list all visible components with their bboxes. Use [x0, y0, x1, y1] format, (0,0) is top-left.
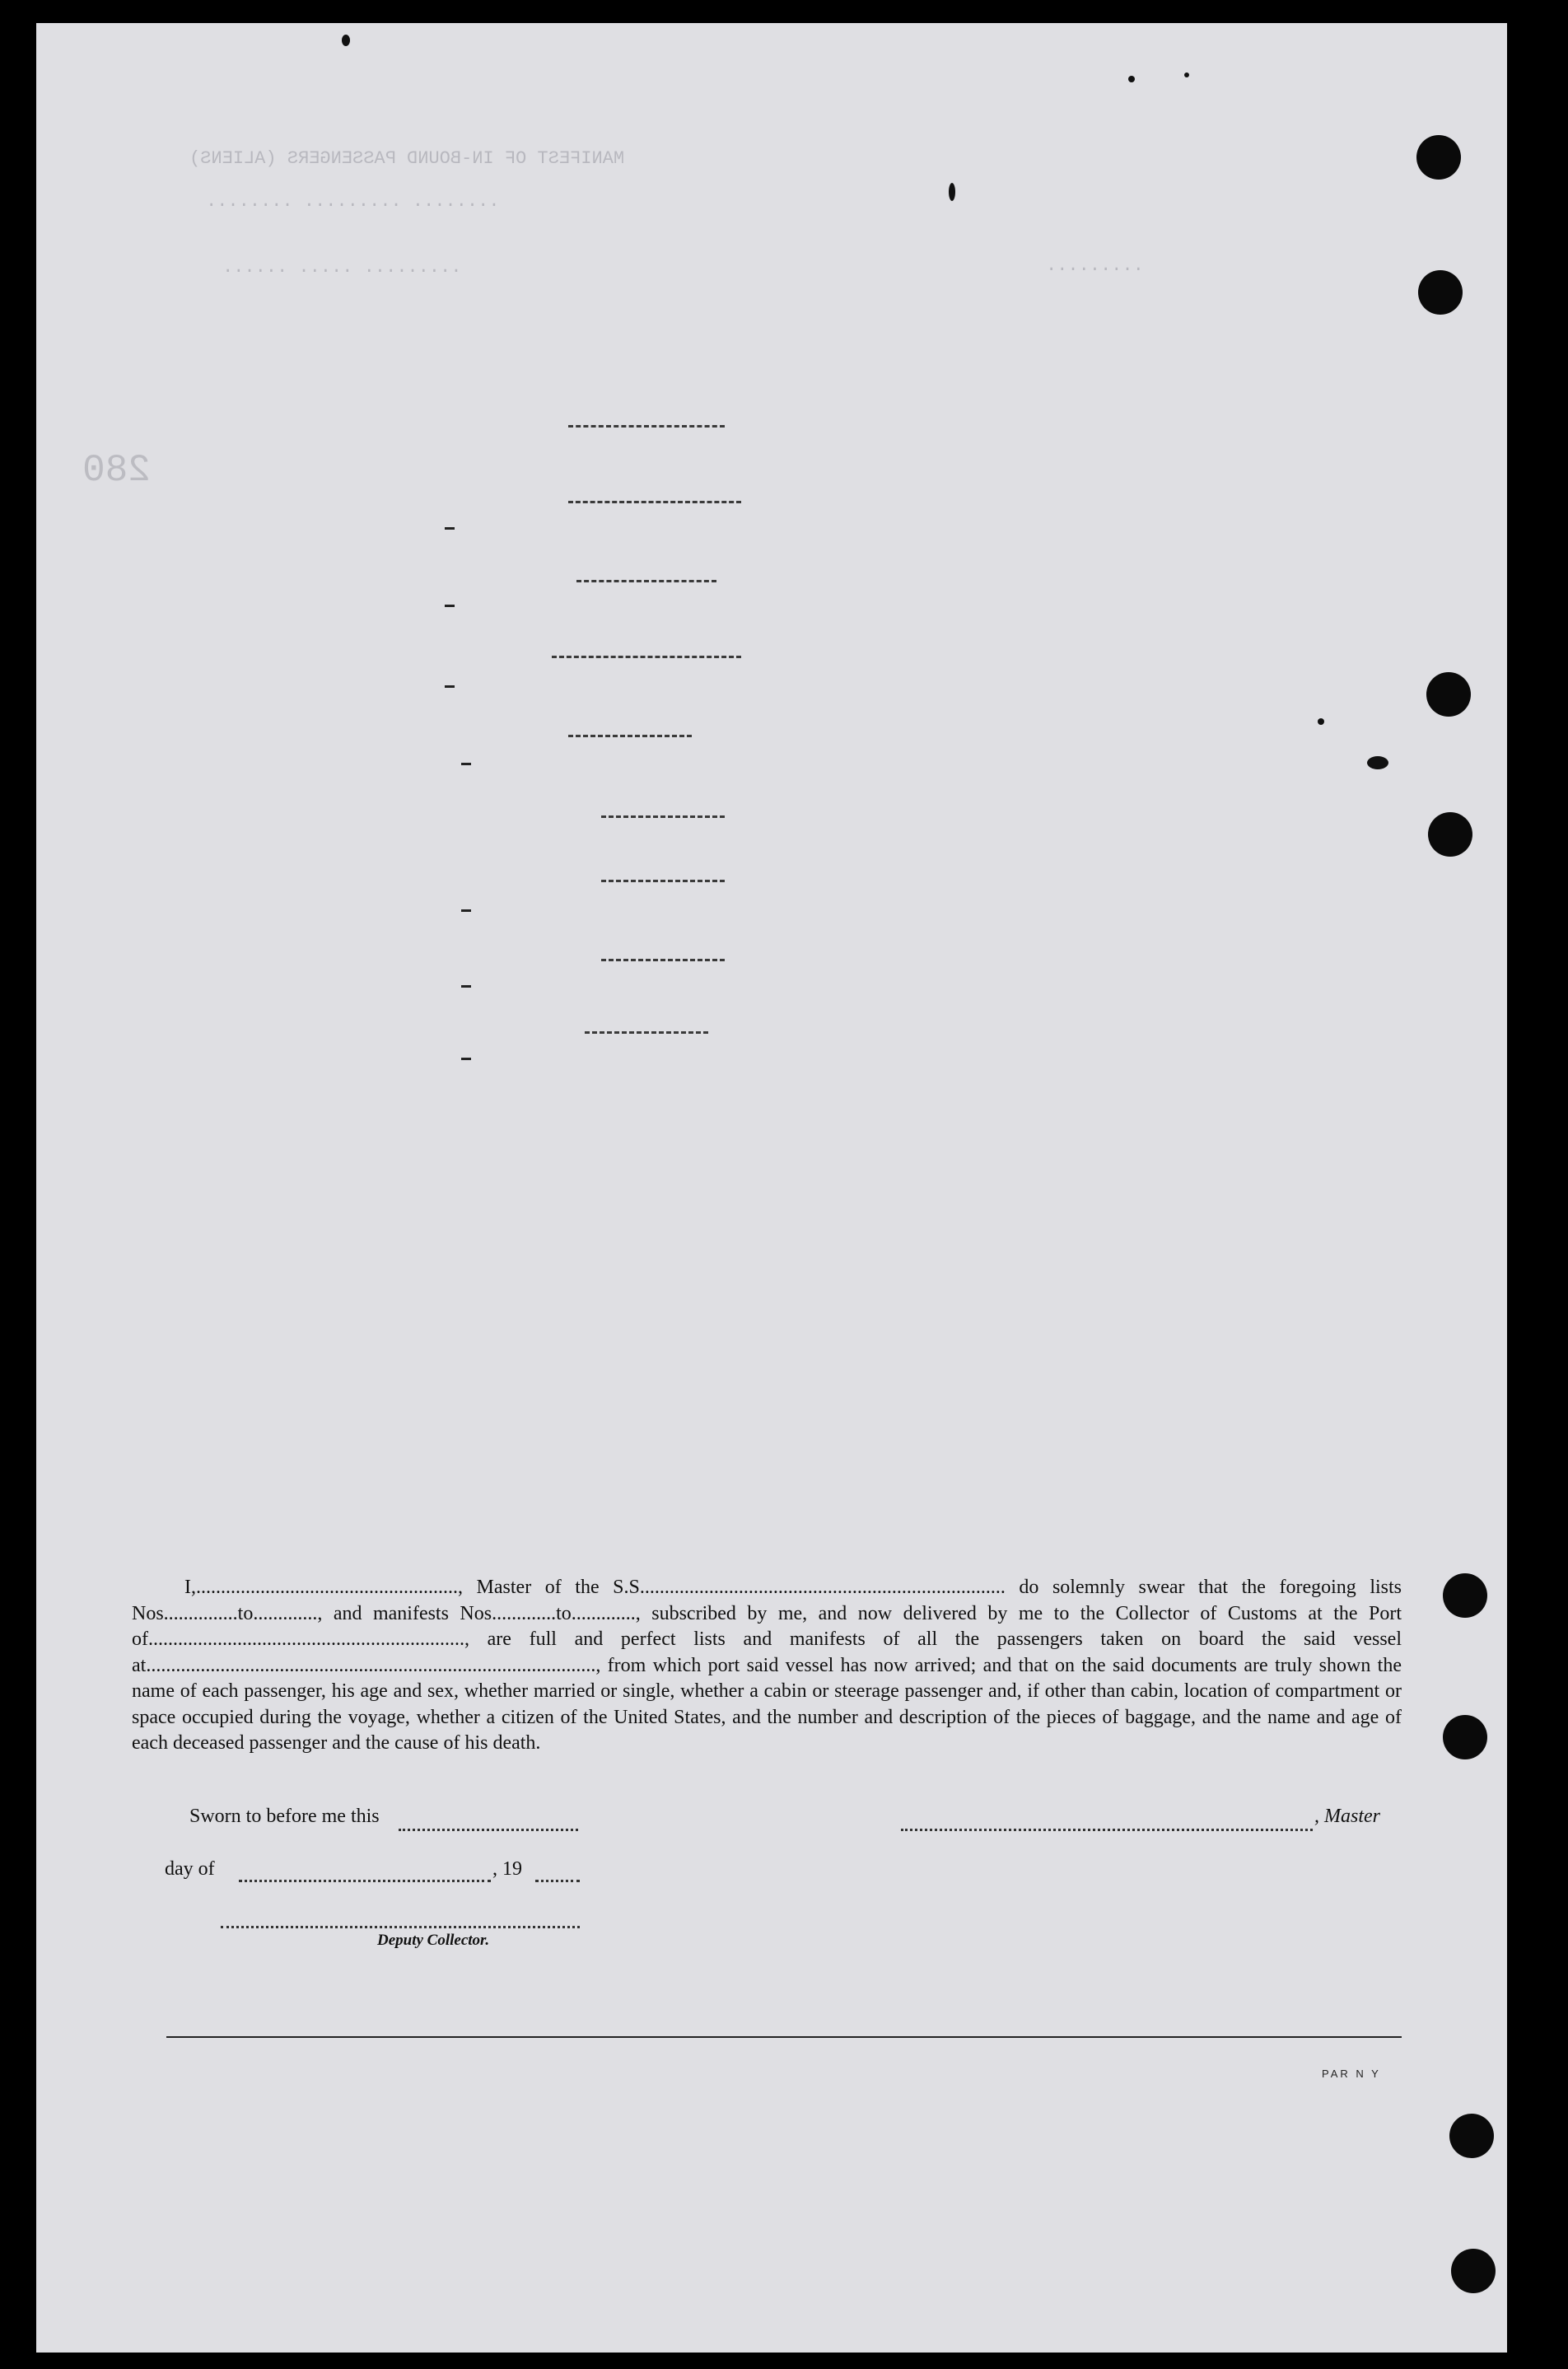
punch-hole — [1443, 1715, 1487, 1759]
deputy-signature-field[interactable] — [221, 1926, 580, 1928]
master-oath — [132, 1575, 1402, 1757]
ink-speck — [342, 35, 350, 46]
punch-hole — [1426, 672, 1471, 717]
ink-speck — [1128, 76, 1135, 82]
sworn-label: Sworn to before me this — [189, 1806, 380, 1827]
struck-entry — [601, 815, 725, 818]
punch-hole — [1418, 270, 1463, 315]
punch-hole — [1428, 812, 1472, 857]
dash-mark — [461, 909, 471, 912]
struck-entry — [585, 1031, 708, 1034]
printer-mark: PAR N Y — [1322, 2068, 1381, 2080]
punch-hole — [1451, 2249, 1496, 2293]
master-signature-field[interactable] — [901, 1829, 1313, 1831]
bottom-rule — [166, 2036, 1402, 2038]
month-field[interactable] — [239, 1880, 491, 1882]
punch-hole — [1416, 135, 1461, 180]
day-of-label: day of — [165, 1858, 215, 1880]
year-field[interactable] — [535, 1880, 580, 1882]
struck-entry — [576, 580, 716, 582]
bleed-through-text: MANIFEST OF IN-BOUND PASSENGERS (ALIENS) — [189, 148, 625, 169]
oath-text: I,....................................................., Master of the S.S.......................................................................... do solemnly swear that the foregoing lists Nos...............to............., and manifests Nos.............to............., subscribed by me, and now delivered by me to the Collector of Customs at the Port of................................................................, are full and perfect lists and manifests of all the passengers taken on board the said vessel at..........................................................................................., from which port said vessel has now arrived; and that on the said documents are truly shown the name of each passenger, his age and sex, whether married or single, whether a cabin or steerage passenger and, if other than cabin, location of compartment or space occupied during the voyage, whether a citizen of the United States, and the number and description of the pieces of baggage, and the name and age of each deceased passenger and the cause of his death. — [132, 1577, 1402, 1754]
ink-speck — [1367, 756, 1388, 769]
struck-entry — [552, 656, 741, 658]
dash-mark — [445, 685, 455, 688]
struck-entry — [568, 735, 692, 737]
dash-mark — [445, 527, 455, 530]
ink-speck — [949, 183, 955, 201]
struck-entry — [568, 501, 741, 503]
bleed-through-text: ......... ..... ...... — [222, 257, 462, 278]
struck-entry — [568, 425, 725, 428]
struck-entry — [601, 880, 725, 882]
bleed-through-text: ......... — [1046, 255, 1144, 276]
punch-hole — [1443, 1573, 1487, 1618]
dash-mark — [461, 763, 471, 765]
struck-entry — [601, 959, 725, 961]
dash-mark — [445, 605, 455, 607]
ink-speck — [1184, 72, 1189, 77]
ink-speck — [1318, 718, 1324, 725]
deputy-collector-label: Deputy Collector. — [377, 1932, 490, 1949]
manifest-page — [36, 23, 1507, 2353]
bleed-through-number: 280 — [82, 449, 151, 492]
dash-mark — [461, 1058, 471, 1060]
dash-mark — [461, 985, 471, 988]
sworn-day-field[interactable] — [399, 1829, 578, 1831]
punch-hole — [1449, 2114, 1494, 2158]
master-label: , Master — [1314, 1806, 1380, 1827]
bleed-through-text: ........ ......... ........ — [206, 191, 500, 212]
year-label: , 19 — [492, 1858, 522, 1880]
